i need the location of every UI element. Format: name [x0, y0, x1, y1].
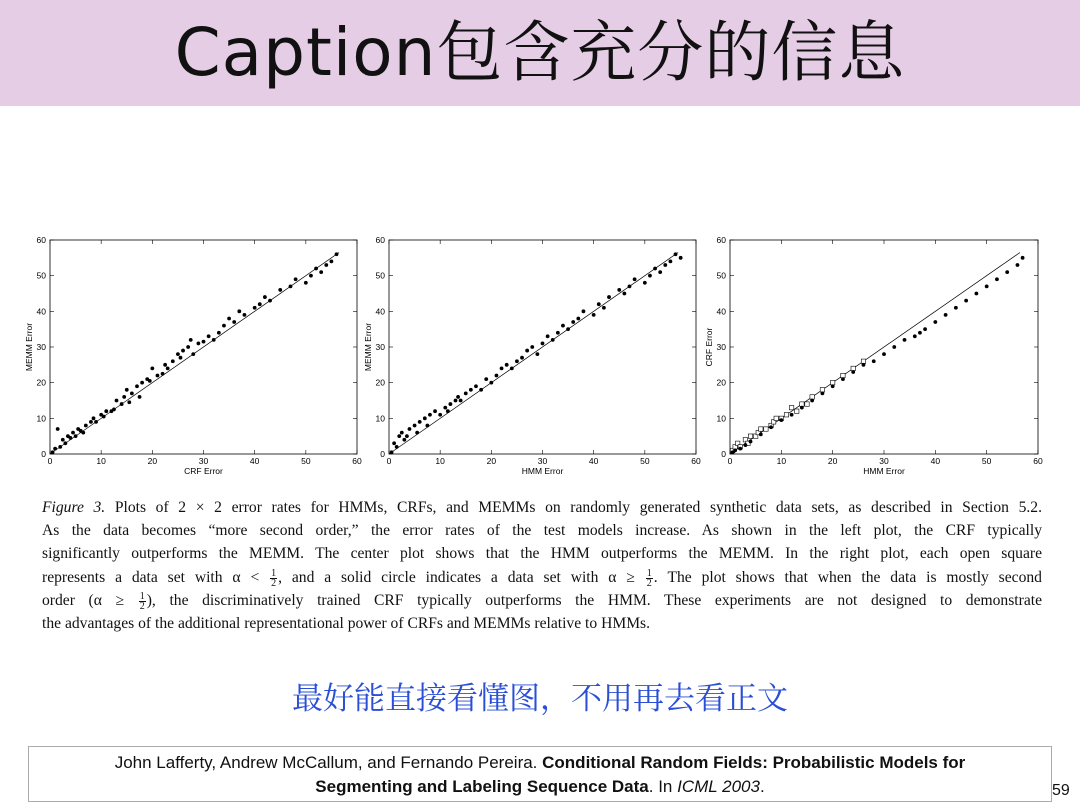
data-point: [324, 263, 328, 267]
y-tick-label: 20: [375, 377, 385, 388]
caption-line-1: Figure 3. Plots of 2 × 2 error rates for HMMs, CRFs, and MEMMs on randomly generated synthetic data sets, as described in Section 5.2.: [42, 499, 1042, 516]
data-point: [237, 309, 241, 313]
page-number: 59: [1052, 782, 1070, 799]
data-point: [800, 406, 804, 410]
data-point: [738, 447, 742, 451]
scatter-plot-crf-vs-memm: [24, 235, 362, 476]
data-point: [166, 367, 170, 371]
data-point: [51, 450, 55, 454]
data-point-square: [861, 359, 865, 363]
data-point: [278, 288, 282, 292]
data-point: [790, 413, 794, 417]
x-tick-label: 10: [96, 456, 106, 466]
data-point: [263, 295, 267, 299]
reference-title-line1: Conditional Random Fields: Probabilistic Models for: [542, 753, 966, 772]
data-point: [446, 409, 450, 413]
data-point: [102, 415, 106, 419]
data-point: [975, 292, 979, 296]
data-point: [607, 295, 611, 299]
data-point: [390, 450, 394, 454]
data-point: [400, 431, 404, 435]
x-tick-label: 0: [47, 456, 53, 466]
data-point: [933, 320, 937, 324]
data-point: [500, 367, 504, 371]
data-point: [749, 440, 753, 444]
y-tick-label: 0: [380, 449, 385, 459]
data-point: [510, 367, 514, 371]
data-point: [995, 277, 999, 281]
data-point-square: [795, 409, 799, 413]
data-point: [821, 391, 825, 395]
data-point: [733, 449, 737, 453]
data-point-square: [774, 416, 778, 420]
data-point: [81, 431, 85, 435]
reference-venue: ICML 2003: [677, 777, 760, 796]
data-point: [413, 424, 417, 428]
data-point: [56, 427, 60, 431]
x-tick-label: 40: [249, 456, 260, 466]
y-tick-label: 30: [36, 342, 46, 352]
data-point: [663, 263, 667, 267]
data-point-square: [764, 427, 768, 431]
data-point: [459, 399, 463, 403]
data-point: [515, 359, 519, 363]
data-point: [944, 313, 948, 317]
data-point: [674, 252, 678, 256]
data-point: [71, 431, 75, 435]
caption-line-2: As the data becomes “more second order,” the error rates of the test models increase. As shown in the left plot, the CRF typically: [42, 522, 1042, 540]
data-point: [418, 420, 422, 424]
data-point: [253, 306, 257, 310]
y-tick-label: 60: [36, 235, 46, 245]
data-point: [423, 416, 427, 420]
data-point: [148, 379, 152, 383]
y-tick-label: 40: [375, 306, 385, 317]
y-axis-label: CRF Error: [704, 327, 714, 367]
data-point: [602, 306, 606, 310]
data-point-square: [851, 366, 855, 370]
figure-plots: [0, 225, 1080, 485]
caption-line-3: significantly outperforms the MEMM. The center plot shows that the HMM outperforms the MEMM. In the right plot, each open square: [42, 545, 1042, 563]
data-point: [425, 424, 429, 428]
data-point: [127, 400, 131, 404]
data-point: [179, 356, 183, 360]
data-point: [268, 299, 272, 303]
y-tick-label: 60: [375, 235, 385, 245]
data-point: [872, 359, 876, 363]
data-point: [561, 324, 565, 328]
x-tick-label: 60: [352, 456, 362, 466]
data-point-square: [805, 402, 809, 406]
data-point: [1016, 263, 1020, 267]
data-point-square: [830, 380, 834, 384]
data-point: [841, 377, 845, 381]
y-tick-label: 50: [716, 270, 726, 281]
data-point: [161, 372, 165, 376]
data-point: [669, 260, 673, 264]
data-point: [643, 281, 647, 285]
y-tick-label: 40: [36, 306, 46, 317]
data-point-square: [748, 434, 752, 438]
data-point-square: [759, 427, 763, 431]
data-point: [903, 338, 907, 342]
data-point: [810, 399, 814, 403]
data-point: [923, 327, 927, 331]
figure-caption: [42, 496, 1042, 635]
x-tick-label: 30: [198, 456, 209, 466]
y-tick-label: 50: [375, 270, 385, 281]
data-point: [985, 284, 989, 288]
data-point: [530, 345, 534, 349]
data-point: [1021, 256, 1025, 260]
scatter-plot-hmm-vs-memm: [363, 235, 701, 476]
data-point-square: [789, 405, 793, 409]
x-tick-label: 50: [981, 456, 992, 466]
data-point: [892, 345, 896, 349]
data-point: [314, 267, 318, 271]
y-tick-label: 0: [721, 449, 726, 459]
data-point-square: [800, 402, 804, 406]
data-point: [479, 388, 483, 392]
data-point: [163, 363, 167, 367]
data-point: [69, 436, 73, 440]
data-point: [138, 395, 142, 399]
reference-box: John Lafferty, Andrew McCallum, and Fernando Pereira. Conditional Random Fields: Probabilistic Models for Segmenting and Labeling Sequence Data. In ICML 2003.: [28, 746, 1052, 802]
data-point: [546, 334, 550, 338]
x-tick-label: 0: [727, 456, 733, 466]
data-point: [769, 425, 773, 429]
data-point: [222, 324, 226, 328]
data-point-square: [820, 388, 824, 392]
caption-line-6: the advantages of the additional representational power of CRFs and MEMMs relative to HMMs.: [42, 615, 651, 633]
data-point: [469, 388, 473, 392]
data-point: [294, 277, 298, 281]
data-point: [58, 445, 62, 449]
data-point: [628, 284, 632, 288]
fraction-one-half: $\frac{1}{2}$: [646, 567, 652, 589]
fraction-one-half: $\frac{1}{2}$: [271, 567, 277, 589]
data-point: [474, 384, 478, 388]
data-point: [227, 317, 231, 321]
caption-line-4: represents a data set with α < $\frac{1}{2}$ , and a solid circle indicates a data set with α ≥ $\frac{1}{2}$ . The plot shows that when the data is mostly second: [42, 567, 1042, 589]
data-point: [202, 340, 206, 344]
y-tick-label: 10: [716, 413, 726, 424]
data-point: [658, 270, 662, 274]
data-point: [217, 331, 221, 335]
x-tick-label: 10: [776, 456, 787, 466]
data-point: [653, 267, 657, 271]
data-point: [405, 434, 409, 438]
x-tick-label: 30: [879, 456, 889, 466]
y-tick-label: 30: [375, 342, 385, 352]
data-point: [125, 388, 129, 392]
data-point: [120, 402, 124, 406]
data-point: [130, 391, 134, 395]
data-point: [484, 377, 488, 381]
x-tick-label: 60: [1033, 456, 1043, 466]
data-point: [243, 313, 247, 317]
data-point: [592, 313, 596, 317]
data-point: [94, 420, 98, 424]
data-point-square: [841, 373, 845, 377]
data-point: [622, 292, 626, 296]
data-point: [759, 432, 763, 436]
x-tick-label: 40: [588, 456, 599, 466]
data-point: [576, 317, 580, 321]
data-point: [402, 438, 406, 442]
data-point: [74, 434, 78, 438]
x-tick-label: 50: [301, 456, 311, 466]
slide-title: Caption包含充分的信息: [174, 14, 906, 91]
x-tick-label: 60: [691, 456, 701, 466]
data-point: [918, 331, 922, 335]
data-point: [319, 270, 323, 274]
data-point: [495, 374, 499, 378]
data-point: [882, 352, 886, 356]
y-axis-label: MEMM Error: [363, 322, 373, 372]
data-point: [176, 352, 180, 356]
y-axis-label: MEMM Error: [24, 322, 34, 372]
data-point: [617, 288, 621, 292]
data-point: [648, 274, 652, 278]
x-tick-label: 20: [147, 456, 158, 466]
x-tick-label: 20: [486, 456, 497, 466]
data-point: [913, 334, 917, 338]
y-tick-label: 20: [36, 377, 46, 388]
data-point: [964, 299, 968, 303]
data-point: [597, 302, 601, 306]
data-point: [112, 408, 116, 412]
data-point: [181, 349, 185, 353]
data-point: [304, 281, 308, 285]
x-tick-label: 50: [640, 456, 650, 466]
data-point: [438, 413, 442, 417]
data-point: [954, 306, 958, 310]
data-point: [535, 352, 539, 356]
x-tick-label: 10: [435, 456, 445, 466]
data-point: [566, 327, 570, 331]
y-tick-label: 30: [716, 342, 726, 352]
data-point: [464, 391, 468, 395]
data-point: [454, 399, 458, 403]
data-point: [443, 406, 447, 410]
data-point: [189, 338, 193, 342]
data-point: [551, 338, 555, 342]
reference-title-line2: Segmenting and Labeling Sequence Data: [315, 777, 649, 796]
data-point: [330, 260, 334, 264]
data-point: [1005, 270, 1009, 274]
data-point: [196, 342, 200, 346]
x-axis-label: HMM Error: [863, 466, 905, 476]
data-point: [63, 441, 67, 445]
data-point: [212, 338, 216, 342]
data-point: [456, 395, 460, 399]
data-point: [309, 274, 313, 278]
data-point: [53, 447, 57, 451]
y-tick-label: 10: [375, 413, 385, 424]
x-tick-label: 30: [537, 456, 548, 466]
data-point: [415, 431, 419, 435]
caption-line-5: order (α ≥ $\frac{1}{2}$ ), the discriminatively trained CRF typically outperforms the HMM. These experiments are not designed to demonstrate: [42, 590, 1042, 612]
data-point: [679, 256, 683, 260]
data-point: [89, 420, 93, 424]
data-point-square: [784, 413, 788, 417]
x-tick-label: 40: [930, 456, 941, 466]
y-tick-label: 20: [716, 377, 726, 388]
data-point: [571, 320, 575, 324]
data-point: [520, 356, 524, 360]
data-point-square: [810, 395, 814, 399]
data-point: [207, 334, 211, 338]
data-point: [397, 434, 401, 438]
x-axis-label: CRF Error: [184, 466, 223, 476]
x-tick-label: 0: [386, 456, 392, 466]
data-point: [289, 284, 293, 288]
data-point: [428, 413, 432, 417]
data-point: [489, 381, 493, 385]
data-point: [171, 359, 175, 363]
data-point: [541, 342, 545, 346]
data-point: [258, 302, 262, 306]
x-axis-label: HMM Error: [521, 466, 564, 476]
data-point: [505, 363, 509, 367]
reference-authors: John Lafferty, Andrew McCallum, and Fernando Pereira.: [114, 753, 543, 772]
scatter-plot-hmm-vs-crf: [704, 235, 1043, 476]
data-point: [104, 409, 108, 413]
data-point: [633, 277, 637, 281]
data-point: [831, 384, 835, 388]
data-point: [392, 441, 396, 445]
data-point: [582, 309, 586, 313]
y-tick-label: 50: [36, 270, 46, 281]
y-tick-label: 60: [716, 235, 726, 245]
data-point: [779, 418, 783, 422]
data-point: [135, 384, 139, 388]
data-point: [140, 381, 144, 385]
data-point: [232, 320, 236, 324]
caption-figure-label: Figure 3.: [42, 499, 106, 516]
data-point: [744, 443, 748, 447]
data-point: [525, 349, 529, 353]
data-point: [851, 370, 855, 374]
data-point: [122, 395, 126, 399]
data-point: [61, 438, 65, 442]
data-point: [156, 374, 160, 378]
data-point: [115, 399, 119, 403]
data-point: [395, 445, 399, 449]
data-point: [84, 424, 88, 428]
data-point: [408, 427, 412, 431]
data-point: [150, 367, 154, 371]
y-tick-label: 10: [36, 413, 46, 424]
data-point: [335, 252, 339, 256]
y-tick-label: 0: [41, 449, 46, 459]
data-point: [862, 363, 866, 367]
highlight-message: 最好能直接看懂图，不用再去看正文: [292, 681, 788, 717]
x-tick-label: 20: [827, 456, 838, 466]
data-point: [556, 331, 560, 335]
fraction-one-half: $\frac{1}{2}$: [139, 590, 145, 612]
data-point: [449, 402, 453, 406]
data-point: [191, 352, 195, 356]
data-point: [186, 345, 190, 349]
data-point: [92, 416, 96, 420]
data-point: [433, 409, 437, 413]
y-tick-label: 40: [716, 306, 726, 317]
